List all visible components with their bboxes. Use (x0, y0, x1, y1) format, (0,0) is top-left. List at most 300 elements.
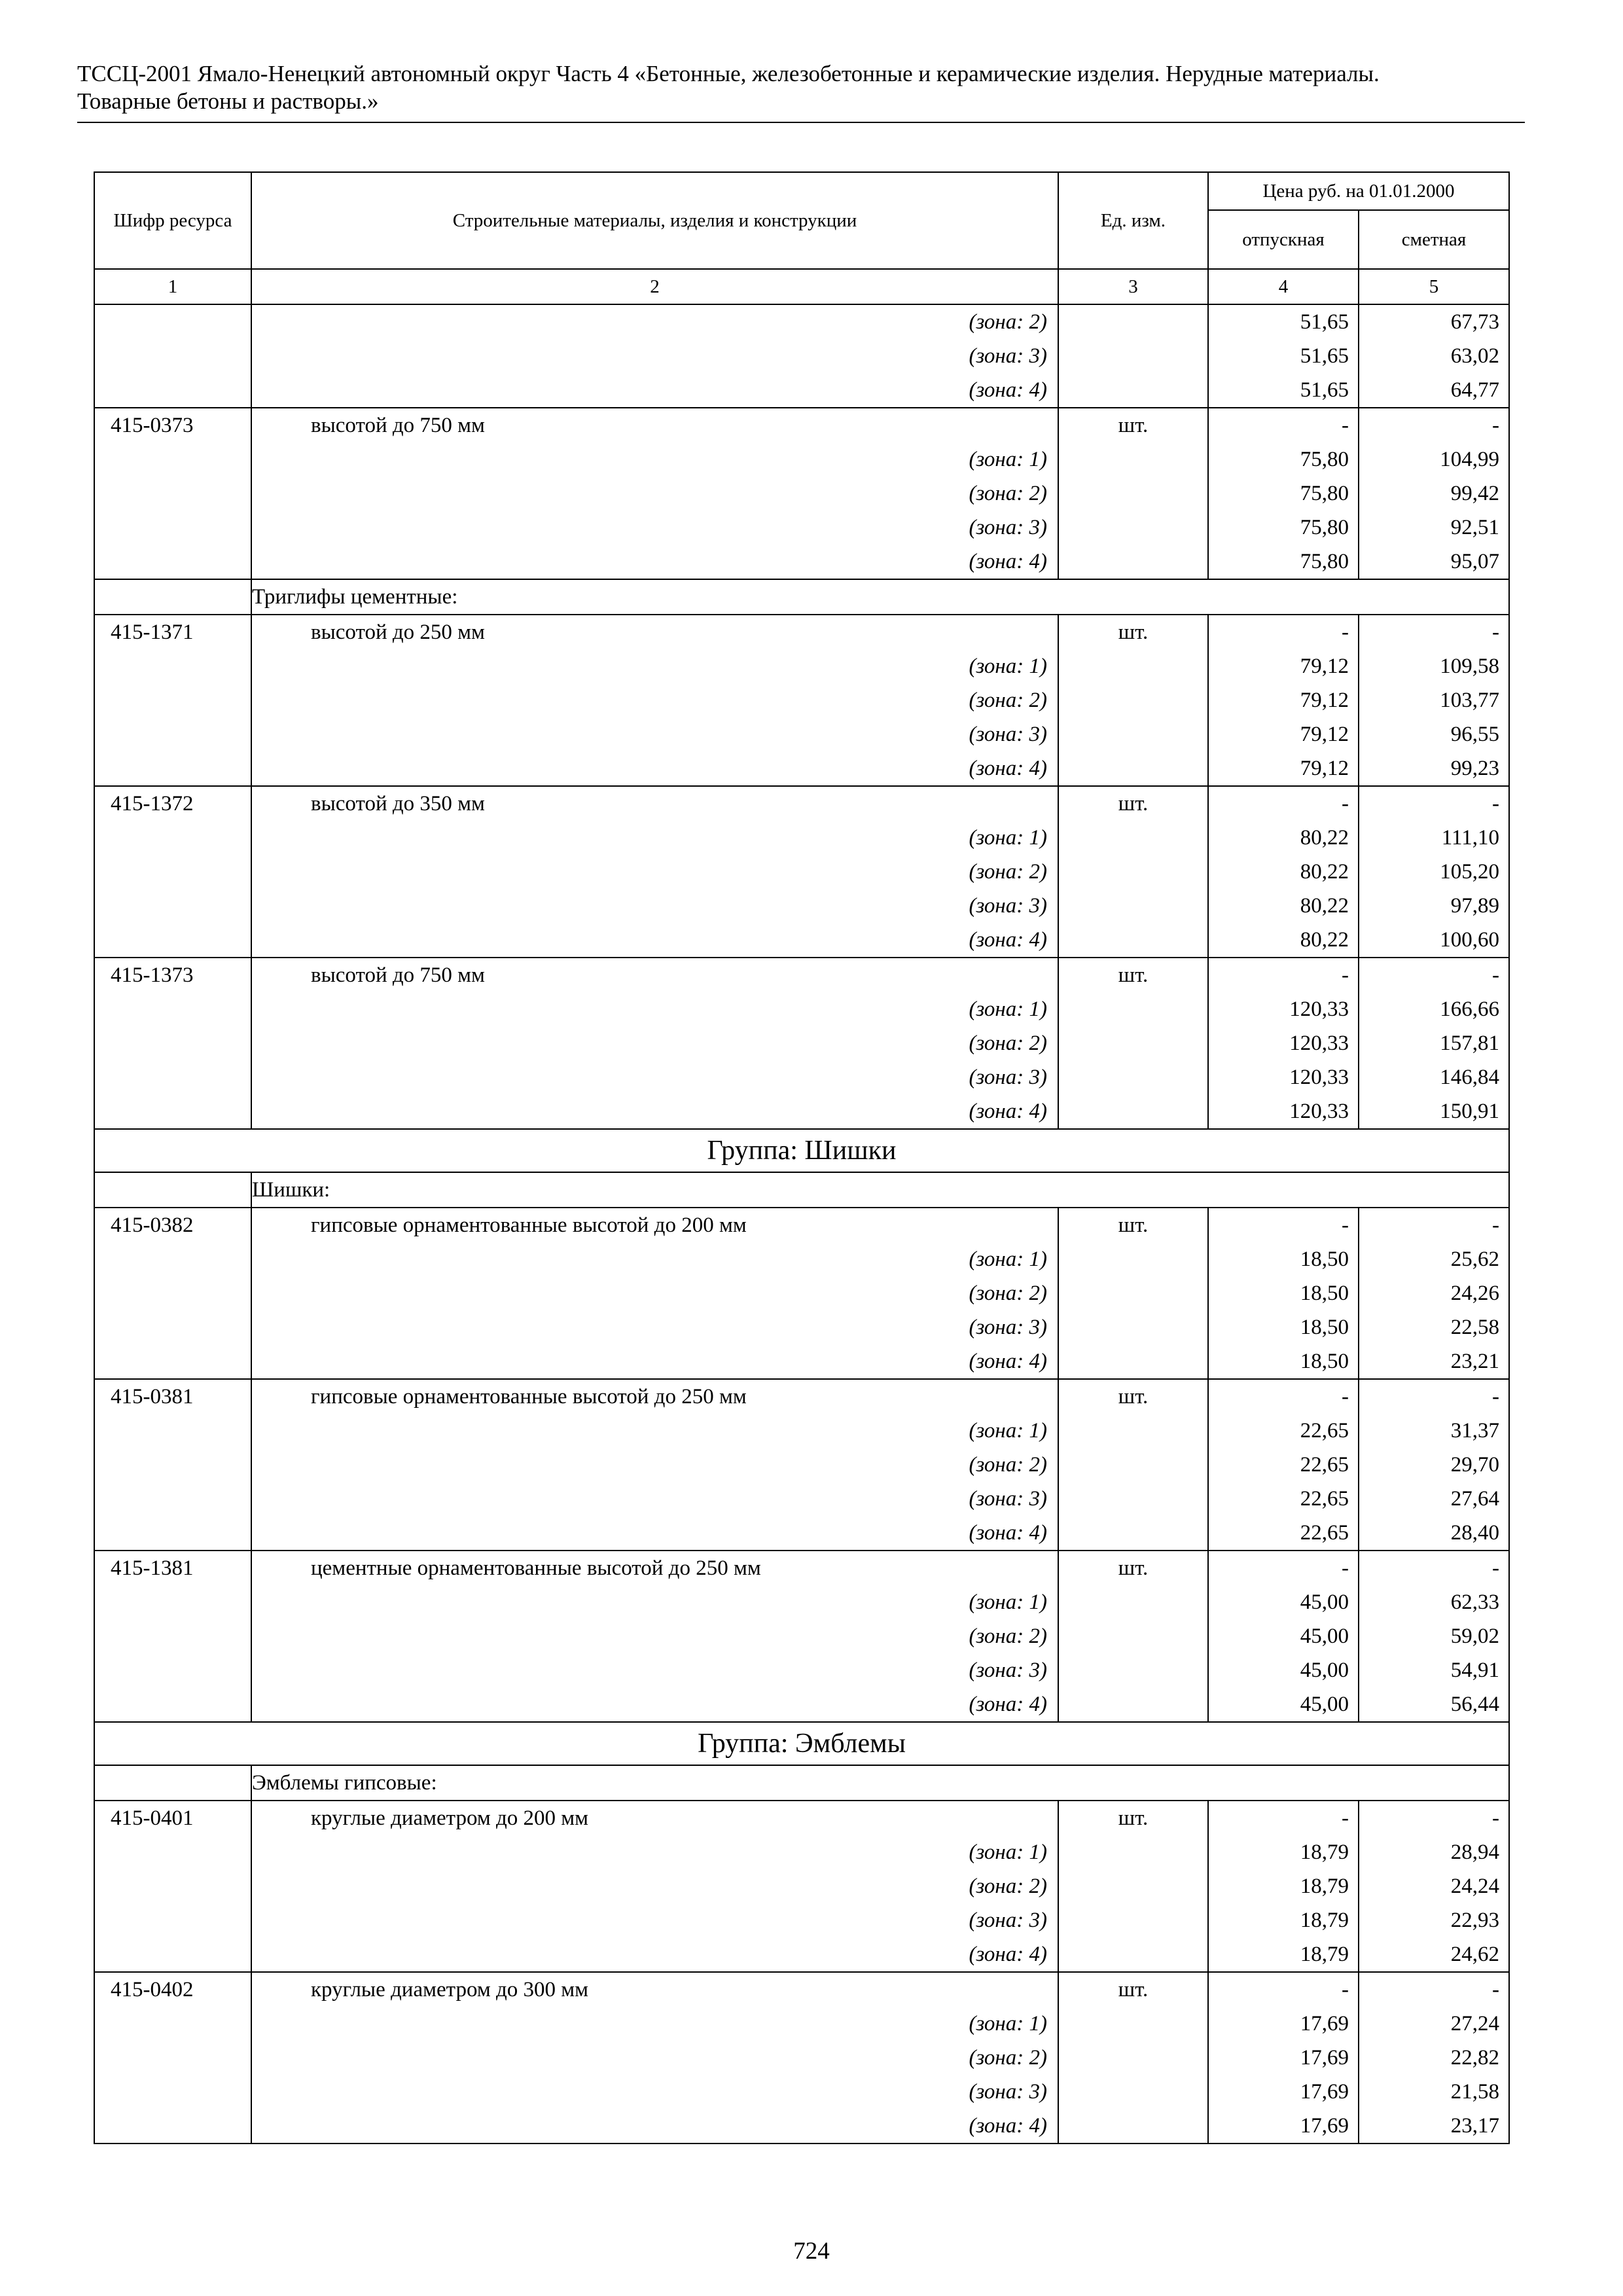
zone-label: (зона: 4) (251, 1094, 1058, 1129)
resource-code: 415-1372 (94, 786, 251, 821)
release-price: 45,00 (1208, 1619, 1359, 1653)
code-cell (94, 1937, 251, 1972)
release-price: 51,65 (1208, 339, 1359, 373)
zone-row (94, 1276, 1509, 1310)
estimate-price: - (1359, 1801, 1509, 1835)
release-price: 79,12 (1208, 717, 1359, 751)
code-cell (94, 751, 251, 786)
zone-row (94, 1903, 1509, 1937)
unit-cell (1058, 304, 1208, 339)
code-cell (94, 1344, 251, 1379)
zone-label: (зона: 3) (251, 511, 1058, 545)
code-cell (94, 1242, 251, 1276)
unit-cell (1058, 821, 1208, 855)
unit-cell (1058, 1276, 1208, 1310)
unit-cell: шт. (1058, 408, 1208, 442)
unit-cell (1058, 1937, 1208, 1972)
estimate-price: 99,42 (1359, 476, 1509, 511)
zone-label: (зона: 3) (251, 2075, 1058, 2109)
subgroup-heading-row (94, 1172, 1509, 1208)
zone-label: (зона: 3) (251, 1482, 1058, 1516)
estimate-price: 23,21 (1359, 1344, 1509, 1379)
estimate-price: 24,26 (1359, 1276, 1509, 1310)
unit-cell (1058, 1026, 1208, 1060)
code-cell (94, 545, 251, 579)
estimate-price: 96,55 (1359, 717, 1509, 751)
group-title: Группа: Эмблемы (94, 1722, 1509, 1765)
estimate-price: 105,20 (1359, 855, 1509, 889)
release-price: 18,50 (1208, 1276, 1359, 1310)
release-price: 80,22 (1208, 889, 1359, 923)
table-row (94, 786, 1509, 821)
release-price: 17,69 (1208, 2109, 1359, 2144)
zone-row (94, 1619, 1509, 1653)
estimate-price: 22,93 (1359, 1903, 1509, 1937)
unit-cell (1058, 855, 1208, 889)
release-price: - (1208, 1972, 1359, 2007)
zone-label: (зона: 4) (251, 1344, 1058, 1379)
code-cell (94, 1765, 251, 1801)
unit-cell: шт. (1058, 1551, 1208, 1585)
estimate-price: 22,58 (1359, 1310, 1509, 1344)
material-name: круглые диаметром до 300 мм (251, 1972, 1058, 2007)
zone-row (94, 751, 1509, 786)
zone-row (94, 1310, 1509, 1344)
zone-row (94, 2007, 1509, 2041)
zone-row (94, 476, 1509, 511)
zone-label: (зона: 4) (251, 1937, 1058, 1972)
code-cell (94, 1653, 251, 1687)
code-cell (94, 1026, 251, 1060)
estimate-price: - (1359, 958, 1509, 992)
estimate-price: 67,73 (1359, 304, 1509, 339)
zone-row (94, 1242, 1509, 1276)
zone-row (94, 821, 1509, 855)
zone-label: (зона: 3) (251, 1653, 1058, 1687)
estimate-price: - (1359, 1379, 1509, 1414)
code-cell (94, 992, 251, 1026)
header-estimate: сметная (1359, 210, 1509, 269)
page-number: 724 (793, 2238, 830, 2265)
estimate-price: 28,94 (1359, 1835, 1509, 1869)
estimate-price: 22,82 (1359, 2041, 1509, 2075)
table-body (94, 304, 1509, 2144)
code-cell (94, 1585, 251, 1619)
material-name: гипсовые орнаментованные высотой до 250 мм (251, 1379, 1058, 1414)
table-row (94, 1379, 1509, 1414)
subgroup-heading-row (94, 1765, 1509, 1801)
unit-cell (1058, 2109, 1208, 2144)
release-price: 75,80 (1208, 442, 1359, 476)
release-price: - (1208, 1208, 1359, 1242)
estimate-price: 31,37 (1359, 1414, 1509, 1448)
zone-label: (зона: 2) (251, 476, 1058, 511)
unit-cell (1058, 1585, 1208, 1619)
code-cell (94, 821, 251, 855)
zone-row (94, 1060, 1509, 1094)
zone-row (94, 1585, 1509, 1619)
estimate-price: 23,17 (1359, 2109, 1509, 2144)
group-title-row (94, 1722, 1509, 1765)
unit-cell: шт. (1058, 958, 1208, 992)
code-cell (94, 1869, 251, 1903)
header-divider (77, 122, 1525, 123)
estimate-price: 56,44 (1359, 1687, 1509, 1722)
zone-row (94, 373, 1509, 408)
release-price: - (1208, 1801, 1359, 1835)
release-price: 18,50 (1208, 1242, 1359, 1276)
resource-code: 415-0381 (94, 1379, 251, 1414)
release-price: 17,69 (1208, 2075, 1359, 2109)
code-cell (94, 1903, 251, 1937)
code-cell (94, 1310, 251, 1344)
code-cell (94, 1835, 251, 1869)
table-row (94, 958, 1509, 992)
unit-cell (1058, 1619, 1208, 1653)
zone-row (94, 442, 1509, 476)
unit-cell (1058, 1414, 1208, 1448)
zone-row (94, 2041, 1509, 2075)
code-cell (94, 2109, 251, 2144)
column-number: 5 (1359, 269, 1509, 304)
estimate-price: - (1359, 786, 1509, 821)
zone-label: (зона: 3) (251, 889, 1058, 923)
material-name: высотой до 750 мм (251, 408, 1058, 442)
code-cell (94, 2041, 251, 2075)
zone-label: (зона: 3) (251, 339, 1058, 373)
table-row (94, 615, 1509, 649)
estimate-price: 166,66 (1359, 992, 1509, 1026)
estimate-price: 24,24 (1359, 1869, 1509, 1903)
release-price: 22,65 (1208, 1516, 1359, 1551)
unit-cell: шт. (1058, 786, 1208, 821)
zone-row (94, 1094, 1509, 1129)
material-name: высотой до 250 мм (251, 615, 1058, 649)
zone-label: (зона: 2) (251, 683, 1058, 717)
header-price: Цена руб. на 01.01.2000 (1208, 172, 1509, 210)
code-cell (94, 304, 251, 339)
release-price: 45,00 (1208, 1687, 1359, 1722)
estimate-price: - (1359, 408, 1509, 442)
material-name: гипсовые орнаментованные высотой до 200 мм (251, 1208, 1058, 1242)
code-cell (94, 1414, 251, 1448)
resource-code: 415-0373 (94, 408, 251, 442)
release-price: 120,33 (1208, 992, 1359, 1026)
unit-cell (1058, 2041, 1208, 2075)
estimate-price: 21,58 (1359, 2075, 1509, 2109)
unit-cell: шт. (1058, 1208, 1208, 1242)
zone-label: (зона: 4) (251, 1516, 1058, 1551)
release-price: 17,69 (1208, 2007, 1359, 2041)
estimate-price: 99,23 (1359, 751, 1509, 786)
release-price: 75,80 (1208, 511, 1359, 545)
code-cell (94, 476, 251, 511)
resource-code: 415-0382 (94, 1208, 251, 1242)
estimate-price: 150,91 (1359, 1094, 1509, 1129)
zone-row (94, 511, 1509, 545)
zone-label: (зона: 3) (251, 1060, 1058, 1094)
zone-label: (зона: 1) (251, 1585, 1058, 1619)
estimate-price: 100,60 (1359, 923, 1509, 958)
table-row (94, 1801, 1509, 1835)
unit-cell (1058, 649, 1208, 683)
zone-row (94, 1448, 1509, 1482)
table-row (94, 1972, 1509, 2007)
zone-label: (зона: 1) (251, 1835, 1058, 1869)
unit-cell: шт. (1058, 1801, 1208, 1835)
code-cell (94, 855, 251, 889)
release-price: 79,12 (1208, 751, 1359, 786)
subgroup-heading-row (94, 579, 1509, 615)
unit-cell (1058, 511, 1208, 545)
table-row (94, 408, 1509, 442)
zone-row (94, 1937, 1509, 1972)
column-number: 2 (251, 269, 1058, 304)
header-line-1: ТССЦ-2001 Ямало-Ненецкий автономный округ Часть 4 «Бетонные, железобетонные и керамические изделия. Нерудные материалы. (77, 61, 1380, 86)
zone-row (94, 1653, 1509, 1687)
zone-row (94, 992, 1509, 1026)
page-header (77, 60, 1524, 115)
header-unit: Ед. изм. (1058, 172, 1208, 269)
unit-cell (1058, 1310, 1208, 1344)
code-cell (94, 683, 251, 717)
release-price: 18,79 (1208, 1835, 1359, 1869)
zone-row (94, 304, 1509, 339)
material-name: высотой до 750 мм (251, 958, 1058, 992)
column-number: 4 (1208, 269, 1359, 304)
resource-code: 415-1371 (94, 615, 251, 649)
estimate-price: 146,84 (1359, 1060, 1509, 1094)
unit-cell (1058, 1448, 1208, 1482)
table-header (94, 172, 1509, 304)
header-code: Шифр ресурса (94, 172, 251, 269)
release-price: 18,50 (1208, 1344, 1359, 1379)
unit-cell: шт. (1058, 615, 1208, 649)
release-price: 18,50 (1208, 1310, 1359, 1344)
column-number: 1 (94, 269, 251, 304)
code-cell (94, 1687, 251, 1722)
zone-label: (зона: 1) (251, 992, 1058, 1026)
unit-cell (1058, 1516, 1208, 1551)
code-cell (94, 339, 251, 373)
code-cell (94, 1094, 251, 1129)
estimate-price: 97,89 (1359, 889, 1509, 923)
zone-row (94, 1482, 1509, 1516)
zone-label: (зона: 1) (251, 821, 1058, 855)
unit-cell (1058, 545, 1208, 579)
release-price: 22,65 (1208, 1414, 1359, 1448)
zone-label: (зона: 2) (251, 855, 1058, 889)
zone-row (94, 545, 1509, 579)
estimate-price: 24,62 (1359, 1937, 1509, 1972)
release-price: 120,33 (1208, 1094, 1359, 1129)
zone-row (94, 889, 1509, 923)
unit-cell (1058, 1653, 1208, 1687)
unit-cell (1058, 476, 1208, 511)
unit-cell (1058, 1903, 1208, 1937)
zone-row (94, 923, 1509, 958)
code-cell (94, 1276, 251, 1310)
estimate-price: - (1359, 1972, 1509, 2007)
estimate-price: 25,62 (1359, 1242, 1509, 1276)
header-name: Строительные материалы, изделия и конструкции (251, 172, 1058, 269)
zone-label: (зона: 2) (251, 304, 1058, 339)
estimate-price: 27,64 (1359, 1482, 1509, 1516)
code-cell (94, 2075, 251, 2109)
zone-row (94, 683, 1509, 717)
table-row (94, 1208, 1509, 1242)
estimate-price: 27,24 (1359, 2007, 1509, 2041)
code-cell (94, 2007, 251, 2041)
zone-row (94, 1687, 1509, 1722)
unit-cell (1058, 992, 1208, 1026)
zone-label: (зона: 2) (251, 1619, 1058, 1653)
release-price: 120,33 (1208, 1060, 1359, 1094)
zone-label: (зона: 4) (251, 751, 1058, 786)
zone-label: (зона: 2) (251, 1869, 1058, 1903)
unit-cell (1058, 2007, 1208, 2041)
unit-cell (1058, 373, 1208, 408)
release-price: 17,69 (1208, 2041, 1359, 2075)
code-cell (94, 579, 251, 615)
zone-label: (зона: 4) (251, 923, 1058, 958)
zone-label: (зона: 1) (251, 1242, 1058, 1276)
zone-row (94, 339, 1509, 373)
code-cell (94, 1482, 251, 1516)
unit-cell (1058, 751, 1208, 786)
estimate-price: 62,33 (1359, 1585, 1509, 1619)
resource-code: 415-1373 (94, 958, 251, 992)
zone-label: (зона: 1) (251, 1414, 1058, 1448)
unit-cell (1058, 1094, 1208, 1129)
resource-code: 415-0401 (94, 1801, 251, 1835)
zone-label: (зона: 2) (251, 2041, 1058, 2075)
code-cell (94, 1448, 251, 1482)
code-cell (94, 889, 251, 923)
zone-row (94, 855, 1509, 889)
release-price: 22,65 (1208, 1482, 1359, 1516)
zone-row (94, 1026, 1509, 1060)
code-cell (94, 442, 251, 476)
release-price: 51,65 (1208, 304, 1359, 339)
release-price: 80,22 (1208, 821, 1359, 855)
release-price: - (1208, 1379, 1359, 1414)
release-price: 79,12 (1208, 649, 1359, 683)
zone-label: (зона: 3) (251, 717, 1058, 751)
price-table (94, 171, 1510, 2144)
zone-row (94, 649, 1509, 683)
unit-cell (1058, 1687, 1208, 1722)
estimate-price: 104,99 (1359, 442, 1509, 476)
release-price: 80,22 (1208, 855, 1359, 889)
unit-cell: шт. (1058, 1972, 1208, 2007)
unit-cell (1058, 1869, 1208, 1903)
unit-cell (1058, 1835, 1208, 1869)
release-price: - (1208, 408, 1359, 442)
group-title-row (94, 1129, 1509, 1172)
resource-code: 415-0402 (94, 1972, 251, 2007)
zone-label: (зона: 3) (251, 1903, 1058, 1937)
estimate-price: 54,91 (1359, 1653, 1509, 1687)
unit-cell (1058, 2075, 1208, 2109)
release-price: 22,65 (1208, 1448, 1359, 1482)
code-cell (94, 1060, 251, 1094)
release-price: 45,00 (1208, 1653, 1359, 1687)
group-title: Группа: Шишки (94, 1129, 1509, 1172)
release-price: 79,12 (1208, 683, 1359, 717)
zone-label: (зона: 4) (251, 373, 1058, 408)
release-price: - (1208, 615, 1359, 649)
release-price: 75,80 (1208, 545, 1359, 579)
release-price: - (1208, 1551, 1359, 1585)
code-cell (94, 1516, 251, 1551)
zone-label: (зона: 2) (251, 1276, 1058, 1310)
unit-cell (1058, 339, 1208, 373)
zone-label: (зона: 4) (251, 545, 1058, 579)
zone-label: (зона: 2) (251, 1448, 1058, 1482)
zone-row (94, 1869, 1509, 1903)
unit-cell (1058, 1242, 1208, 1276)
unit-cell (1058, 1060, 1208, 1094)
material-name: круглые диаметром до 200 мм (251, 1801, 1058, 1835)
zone-row (94, 2109, 1509, 2144)
unit-cell (1058, 1482, 1208, 1516)
subgroup-heading: Триглифы цементные: (251, 579, 1509, 615)
estimate-price: 64,77 (1359, 373, 1509, 408)
estimate-price: 111,10 (1359, 821, 1509, 855)
header-release: отпускная (1208, 210, 1359, 269)
unit-cell (1058, 1344, 1208, 1379)
subgroup-heading: Эмблемы гипсовые: (251, 1765, 1509, 1801)
release-price: 18,79 (1208, 1903, 1359, 1937)
unit-cell: шт. (1058, 1379, 1208, 1414)
table-row (94, 1551, 1509, 1585)
unit-cell (1058, 889, 1208, 923)
code-cell (94, 717, 251, 751)
estimate-price: 92,51 (1359, 511, 1509, 545)
header-line-2: Товарные бетоны и растворы.» (77, 88, 379, 114)
zone-row (94, 1516, 1509, 1551)
zone-row (94, 1835, 1509, 1869)
estimate-price: 59,02 (1359, 1619, 1509, 1653)
release-price: 18,79 (1208, 1937, 1359, 1972)
code-cell (94, 1172, 251, 1208)
zone-label: (зона: 4) (251, 2109, 1058, 2144)
code-cell (94, 1619, 251, 1653)
release-price: 75,80 (1208, 476, 1359, 511)
release-price: 18,79 (1208, 1869, 1359, 1903)
unit-cell (1058, 442, 1208, 476)
estimate-price: 29,70 (1359, 1448, 1509, 1482)
release-price: - (1208, 786, 1359, 821)
zone-row (94, 1414, 1509, 1448)
estimate-price: 63,02 (1359, 339, 1509, 373)
zone-row (94, 2075, 1509, 2109)
zone-label: (зона: 4) (251, 1687, 1058, 1722)
unit-cell (1058, 683, 1208, 717)
estimate-price: - (1359, 1208, 1509, 1242)
subgroup-heading: Шишки: (251, 1172, 1509, 1208)
material-name: высотой до 350 мм (251, 786, 1058, 821)
release-price: - (1208, 958, 1359, 992)
estimate-price: 95,07 (1359, 545, 1509, 579)
zone-label: (зона: 2) (251, 1026, 1058, 1060)
release-price: 80,22 (1208, 923, 1359, 958)
estimate-price: 109,58 (1359, 649, 1509, 683)
zone-label: (зона: 3) (251, 1310, 1058, 1344)
zone-label: (зона: 1) (251, 649, 1058, 683)
release-price: 51,65 (1208, 373, 1359, 408)
